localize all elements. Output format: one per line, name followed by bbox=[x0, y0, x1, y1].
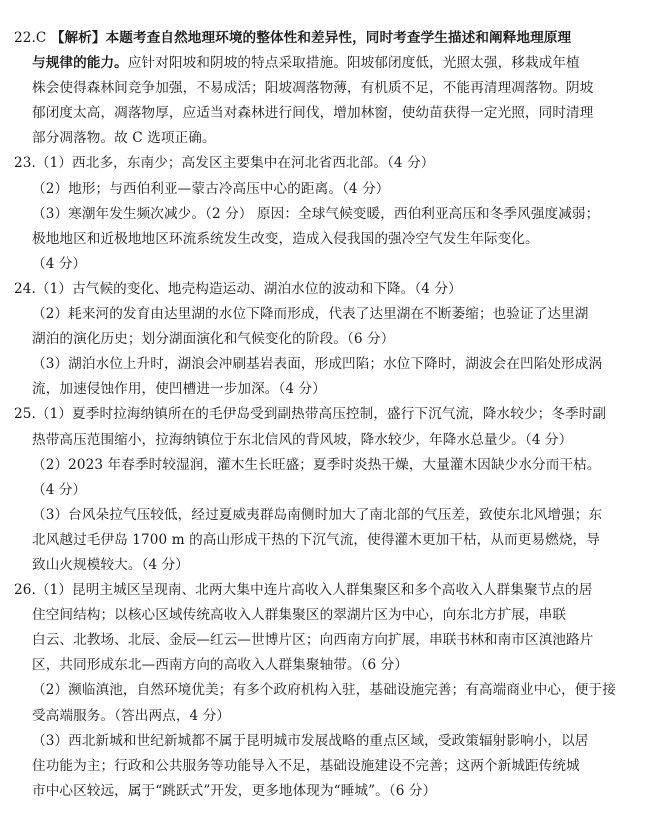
text-line bbox=[14, 628, 638, 653]
text-line bbox=[14, 704, 638, 729]
text-segment: （4 分） bbox=[32, 481, 87, 498]
text-line bbox=[14, 126, 638, 151]
text-segment: （2）耗来河的发育由达里湖的水位下降而形成，代表了达里湖在不断萎缩；也验证了达里湖 bbox=[32, 306, 589, 323]
text-segment: （2）2023 年春季时较湿润，灌木生长旺盛；夏季时炎热干燥，大量灌木因缺少水分而干枯。 bbox=[32, 456, 601, 473]
text-segment: 23.（1）西北多，东南少；高发区主要集中在河北省西北部。（4 分） bbox=[14, 155, 435, 172]
text-line bbox=[14, 252, 638, 277]
text-line bbox=[14, 402, 638, 427]
text-line bbox=[14, 528, 638, 553]
text-line bbox=[14, 578, 638, 603]
text-segment: 部分凋落物。故 C 选项正确。 bbox=[32, 130, 216, 147]
text-segment: 应针对阳坡和阴坡的特点采取措施。阳坡郁闭度低，光照太强，移栽成年植 bbox=[127, 55, 580, 72]
text-line bbox=[14, 453, 638, 478]
text-line bbox=[14, 503, 638, 528]
text-line bbox=[14, 779, 638, 804]
text-line bbox=[14, 277, 638, 302]
bold-text-segment: 与规律的能力。 bbox=[32, 55, 128, 72]
text-line bbox=[14, 478, 638, 503]
text-segment: 株会使得森林间竞争加强，不易成活；阳坡凋落物薄，有机质不足，不能再清理凋落物。阴坡 bbox=[32, 80, 594, 97]
text-line bbox=[14, 327, 638, 352]
text-segment: （3）寒潮年发生频次减少。（2 分） 原因：全球气候变暖，西伯利亚高压和冬季风强度减弱； bbox=[32, 205, 600, 222]
text-segment: 极地地区和近极地地区环流系统发生改变，造成入侵我国的强冷空气发生年际变化。 bbox=[32, 230, 539, 247]
text-line bbox=[14, 729, 638, 754]
text-segment: 市中心区较远，属于“跳跃式”开发，更多地体现为“睡城”。（6 分） bbox=[32, 782, 437, 799]
text-line bbox=[14, 653, 638, 678]
text-segment: 流，加速侵蚀作用，使凹槽进一步加深。（4 分） bbox=[32, 381, 326, 398]
text-line bbox=[14, 151, 638, 176]
text-line bbox=[14, 227, 638, 252]
text-line bbox=[14, 553, 638, 578]
text-segment: （4 分） bbox=[32, 255, 87, 272]
text-segment: （3）湖泊水位上升时，湖浪会冲刷基岩表面，形成凹陷；水位下降时，湖波会在凹陷处形成涡 bbox=[32, 356, 603, 373]
text-line bbox=[14, 302, 638, 327]
text-line bbox=[14, 177, 638, 202]
bold-text-segment: 【解析】本题考查自然地理环境的整体性和差异性，同时考查学生描述和阐释地理原理 bbox=[50, 30, 572, 46]
text-line bbox=[14, 101, 638, 126]
text-segment: 白云、北教场、北辰、金辰—红云—世博片区；向西南方向扩展，串联书林和南市区滇池路片 bbox=[32, 632, 594, 649]
text-segment: 住空间结构；以核心区域传统高收入人群集聚区的翠湖片区为中心，向东北方扩展，串联 bbox=[32, 607, 567, 624]
text-line bbox=[14, 678, 638, 703]
text-line bbox=[14, 51, 638, 76]
text-segment: （3）台风朵拉气压较低，经过夏威夷群岛南侧时加大了南北部的气压差，致使东北风增强；东 bbox=[32, 506, 603, 523]
text-segment: 住功能为主；行政和公共服务等功能导入不足，基础设施建设不完善；这两个新城距传统城 bbox=[32, 757, 580, 774]
text-line bbox=[14, 754, 638, 779]
text-line bbox=[14, 76, 638, 101]
text-line bbox=[14, 428, 638, 453]
text-segment: 25.（1）夏季时拉海纳镇所在的毛伊岛受到副热带高压控制，盛行下沉气流，降水较少；冬季时副 bbox=[14, 406, 607, 423]
text-line bbox=[14, 603, 638, 628]
text-segment: 受高端服务。（答出两点，4 分） bbox=[32, 707, 231, 724]
text-segment: 热带高压范围缩小，拉海纳镇位于东北信风的背风坡，降水较少，年降水总量少。（4 分） bbox=[32, 431, 573, 448]
text-segment: 22.C bbox=[14, 30, 51, 46]
text-segment: （3）西北新城和世纪新城都不属于昆明城市发展战略的重点区域，受政策辐射影响小，以居 bbox=[32, 732, 589, 749]
text-segment: 北风越过毛伊岛 1700 m 的高山形成干热的下沉气流，使得灌木更加干枯，从而更易燃烧，导 bbox=[32, 531, 600, 548]
text-segment: 致山火规模较大。（4 分） bbox=[32, 556, 190, 573]
text-segment: 区，共同形成东北—西南方向的高收入人群集聚轴带。（6 分） bbox=[32, 657, 409, 674]
text-line bbox=[14, 377, 638, 402]
text-segment: 24.（1）古气候的变化、地壳构造运动、湖泊水位的波动和下降。（4 分） bbox=[14, 280, 462, 297]
text-segment: 湖泊的演化历史；划分湖面演化和气候变化的阶段。（6 分） bbox=[32, 331, 395, 348]
text-segment: 26.（1）昆明主城区呈现南、北两大集中连片高收入人群集聚区和多个高收入人群集聚节点的居 bbox=[14, 582, 593, 599]
text-line bbox=[14, 202, 638, 227]
text-segment: （2）濒临滇池，自然环境优美；有多个政府机构入驻，基础设施完善；有高端商业中心，便于接 bbox=[32, 682, 616, 699]
text-line bbox=[14, 352, 638, 377]
text-segment: （2）地形；与西伯利亚—蒙古冷高压中心的距离。（4 分） bbox=[32, 180, 390, 197]
text-segment: 郁闭度太高，凋落物厚，应适当对森林进行间伐，增加林窗，使幼苗获得一定光照，同时清理 bbox=[32, 105, 594, 122]
text-line bbox=[14, 26, 638, 51]
